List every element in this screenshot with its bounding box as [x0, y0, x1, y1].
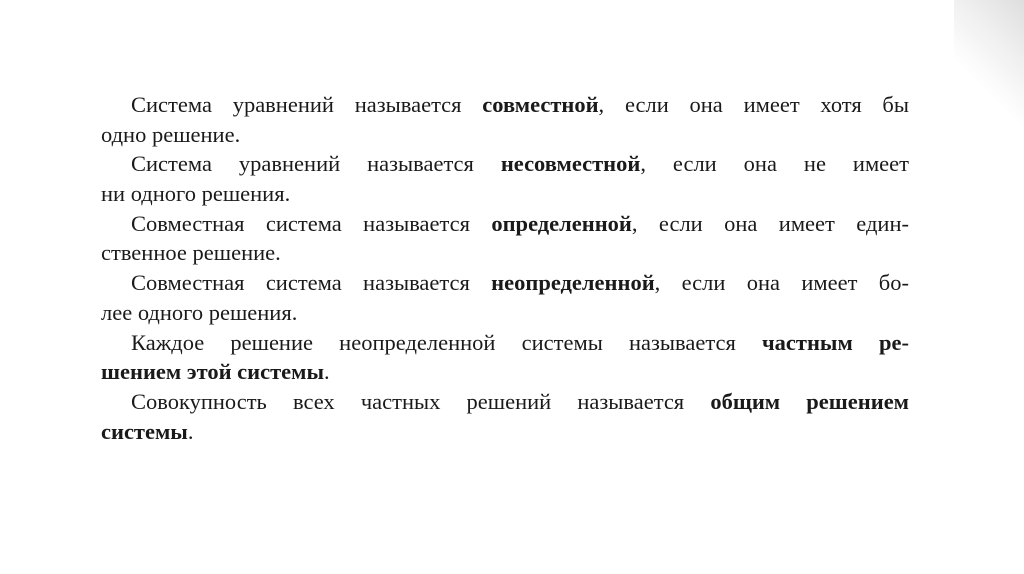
paragraph-undetermined	[101, 268, 909, 327]
text-line	[101, 298, 909, 328]
text-run: ственное решение.	[101, 240, 281, 266]
term-general-solution-cont: системы	[101, 418, 188, 444]
text-run: Система уравнений называется	[131, 151, 501, 177]
term-particular-solution-cont: шением этой системы	[101, 359, 325, 385]
text-line	[101, 417, 909, 447]
text-line	[101, 357, 909, 387]
text-run: , если она не имеет	[640, 151, 909, 177]
text-line	[101, 268, 909, 298]
term-general-solution: общим решением	[710, 388, 910, 414]
term-inconsistent: несовместной	[500, 151, 641, 177]
text-run: , если она имеет бо-	[654, 270, 909, 296]
page-corner-shadow	[954, 0, 1024, 140]
text-line	[101, 179, 909, 209]
text-line	[101, 387, 909, 417]
text-run: Каждое решение неопределенной системы называется	[131, 329, 762, 355]
paragraph-determined	[101, 209, 909, 268]
text-run: ни одного решения.	[101, 181, 291, 207]
definitions-text	[101, 90, 909, 446]
text-run: Совокупность всех частных решений называется	[131, 388, 711, 414]
paragraph-inconsistent	[101, 149, 909, 208]
paragraph-consistent	[101, 90, 909, 149]
text-line	[101, 238, 909, 268]
text-line	[101, 209, 909, 239]
term-determined: определенной	[491, 210, 632, 236]
text-line	[101, 328, 909, 358]
text-run: , если она имеет хотя бы	[598, 92, 910, 117]
text-run: лее одного решения.	[101, 299, 298, 325]
text-line	[101, 120, 909, 150]
term-particular-solution: частным ре-	[761, 329, 909, 355]
term-consistent: совместной	[482, 92, 599, 117]
text-run: , если она имеет един-	[631, 210, 909, 236]
text-run: Совместная система называется	[131, 210, 492, 236]
text-run: .	[324, 359, 330, 385]
text-run: Совместная система называется	[131, 270, 492, 296]
text-line	[101, 149, 909, 179]
paragraph-particular-solution	[101, 328, 909, 387]
text-run: Система уравнений называется	[131, 92, 483, 117]
text-run: одно решение.	[101, 121, 241, 147]
term-undetermined: неопределенной	[491, 270, 655, 296]
text-line	[101, 90, 909, 120]
paragraph-general-solution	[101, 387, 909, 446]
text-run: .	[187, 418, 194, 444]
